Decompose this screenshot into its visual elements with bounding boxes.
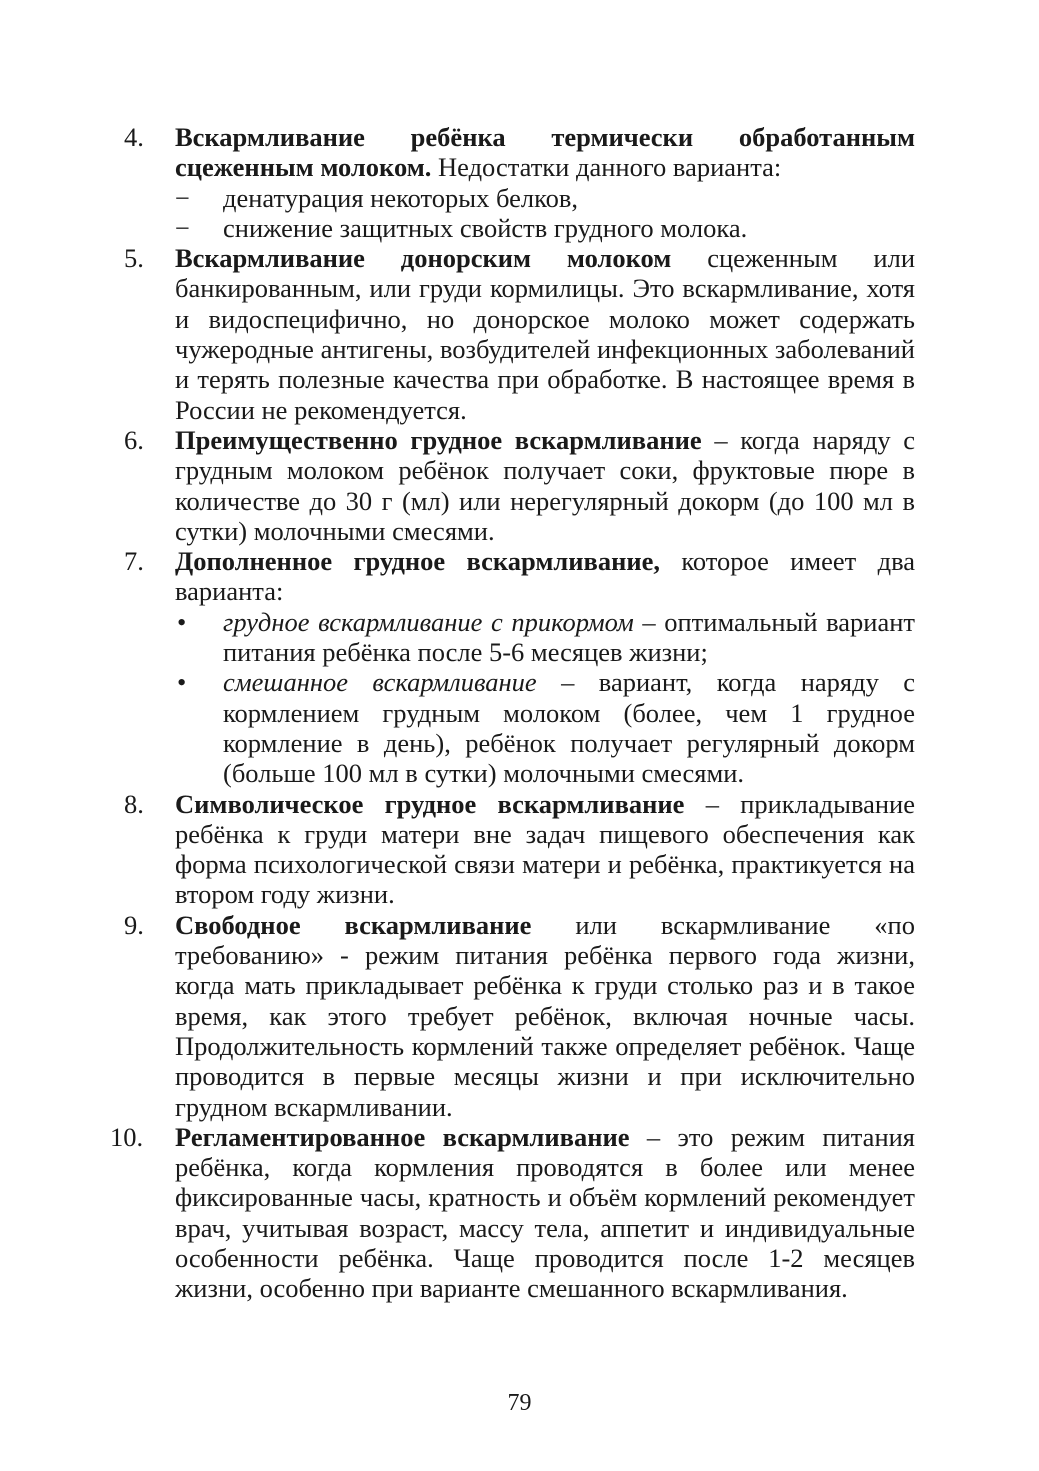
bullet-marker: • [177, 667, 187, 698]
item-number: 6. [124, 424, 144, 455]
dash-marker: − [175, 212, 190, 243]
item-term: Свободное вскармливание [175, 909, 532, 940]
item-description: – это режим питания ребёнка, когда кормления проводятся в более или менее фиксированные часы, кратность и объём кормлений рекомендует врач, учитывая возраст, массу тела, аппетит и индивидуальные особенности ребёнка. Чаще проводится после 1-2 месяцев жизни, особенно при варианте смешанного вскармливания. [175, 1121, 915, 1304]
sub-item-term: смешанное вскармливание [223, 667, 537, 698]
sub-list-item [175, 667, 915, 788]
list-item [0, 910, 915, 1122]
item-term: Регламентированное вскармливание [175, 1121, 630, 1152]
item-description: или вскармливание «по требованию» - режим питания ребёнка первого года жизни, когда мать прикладывает ребёнка к груди столько раз и в такое время, как этого требует ребёнок, включая ночные часы. Продолжительность кормлений также определяет ребёнок. Чаще проводится в первые месяцы жизни и при исключительно грудном вскармливании. [175, 909, 915, 1122]
sub-item-term: грудное вскармливание с прикормом [223, 606, 634, 637]
list-item [0, 789, 915, 910]
item-description: – прикладывание ребёнка к груди матери вне задач пищевого обеспечения как форма психологической связи матери и ребёнка, практикуется на втором году жизни. [175, 788, 915, 910]
item-term: Символическое грудное вскармливание [175, 788, 685, 819]
item-text [175, 546, 915, 607]
sub-item-text: снижение защитных свойств грудного молока. [223, 212, 748, 243]
sub-list-item [175, 183, 915, 213]
sub-item-text: – оптимальный вариант питания ребёнка после 5-6 месяцев жизни; [223, 606, 915, 668]
dash-marker: − [175, 182, 190, 213]
item-term: Преимущественно грудное вскармливание [175, 424, 702, 455]
item-description: Недостатки данного варианта: [431, 152, 782, 183]
sub-list [175, 607, 915, 789]
sub-list-item [175, 607, 915, 668]
item-number: 4. [124, 122, 144, 152]
item-term: Вскармливание ребёнка термически обработанным сцеженным молоком. [175, 122, 915, 183]
item-description: которое имеет два варианта: [175, 546, 915, 607]
item-text [175, 910, 915, 1122]
item-number: 5. [124, 243, 144, 274]
list-item [0, 425, 915, 546]
item-number: 8. [124, 788, 144, 819]
page-body [0, 122, 1039, 1304]
list-item [0, 1122, 915, 1304]
bullet-marker: • [177, 606, 187, 637]
item-text [175, 122, 915, 183]
item-text [175, 425, 915, 546]
item-term: Вскармливание донорским молоком [175, 243, 672, 274]
item-description: – когда наряду с грудным молоком ребёнок получает соки, фруктовые пюре в количестве до 30 г (мл) или нерегулярный докорм (до 100 мл в сутки) молочными смесями. [175, 424, 916, 546]
item-term: Дополненное грудное вскармливание, [175, 546, 660, 577]
sub-item-text: денатурация некоторых белков, [223, 182, 578, 213]
item-description: сцеженным или банкированным, или груди кормилицы. Это вскармливание, хотя и видоспецифично, но донорское молоко может содержать чужеродные антигены, возбудителей инфекционных заболеваний и терять полезные качества при обработке. В настоящее время в России не рекомендуется. [175, 243, 915, 425]
sub-item-text: – вариант, когда наряду с кормлением грудным молоком (более, чем 1 грудное кормление в день), ребёнок получает регулярный докорм (больше 100 мл в сутки) молочными смесями. [223, 667, 916, 789]
item-number: 10. [110, 1121, 144, 1152]
item-number: 7. [124, 546, 144, 577]
item-text [175, 243, 915, 425]
item-text [175, 1122, 915, 1304]
list-item [0, 546, 915, 788]
list-item [0, 243, 915, 425]
page-number: 79 [507, 1390, 532, 1416]
sub-list-item [175, 213, 915, 243]
sub-list [175, 183, 915, 244]
list-item [0, 122, 915, 243]
item-text [175, 789, 915, 910]
item-number: 9. [124, 909, 144, 940]
